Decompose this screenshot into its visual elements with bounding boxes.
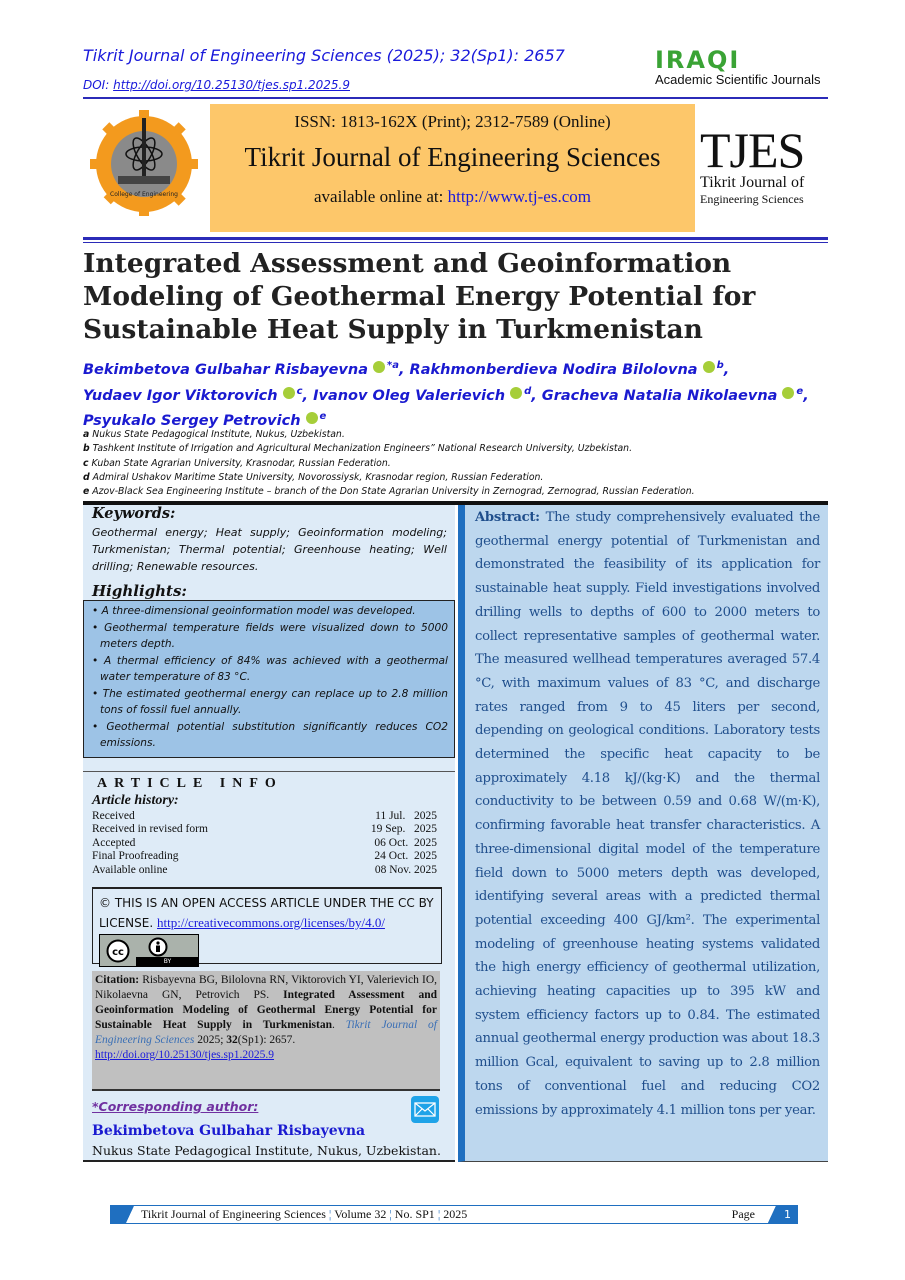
author-list	[83, 355, 833, 432]
article-history-heading: Article history:	[92, 793, 179, 808]
author-affiliation-mark: *a	[387, 360, 399, 371]
keywords-heading: Keywords:	[92, 505, 176, 522]
author: Rakhmonberdieva Nodira Bilolovna $^b$,	[409, 360, 730, 378]
highlight-item: • A thermal efficiency of 84% was achieved with a geothermal water temperature of 83 °C.	[92, 653, 448, 686]
history-label: Received in revised form	[92, 823, 208, 836]
banner-journal-name: Tikrit Journal of Engineering Sciences	[244, 142, 661, 172]
affiliation-key: a	[83, 429, 90, 440]
affiliation	[83, 428, 833, 442]
article-info-divider	[83, 771, 455, 772]
doi-line	[83, 78, 350, 92]
history-row	[92, 864, 437, 877]
email-icon[interactable]	[411, 1096, 439, 1123]
footer-number: No. SP1	[394, 1207, 435, 1221]
affiliation	[83, 442, 833, 456]
corresponding-author-institution: Nukus State Pedagogical Institute, Nukus, Uzbekistan.	[92, 1143, 441, 1158]
citation-issue: (Sp1): 2657.	[237, 1034, 296, 1046]
affiliation-text: Tashkent Institute of Irrigation and Agricultural Mechanization Engineers” National Research University, Uzbekistan.	[89, 443, 633, 455]
tjes-logo	[700, 122, 828, 207]
history-row	[92, 810, 437, 823]
orcid-icon[interactable]	[782, 387, 794, 399]
tjes-sub1: Tikrit Journal of	[700, 174, 805, 191]
affiliation	[83, 485, 833, 499]
history-row	[92, 823, 437, 836]
author-affiliation-mark: d	[524, 385, 532, 397]
banner-rule-thin	[83, 242, 828, 243]
affiliation-key: d	[83, 471, 90, 483]
article-history	[92, 810, 437, 877]
author-name: Rakhmonberdieva Nodira Bilolovna	[409, 361, 698, 378]
journal-citation-line: Tikrit Journal of Engineering Sciences (2025); 32(Sp1): 2657	[83, 46, 565, 65]
by-label: BY	[136, 957, 199, 966]
citation-box: Citation: Risbayevna BG, Bilolovna RN, Viktorovich YI, Valerievich IO, Nikolaevna GN, Petrovich PS. Integrated Assessment and Geoinformation Modeling of Geothermal Energy Potential for Sustainable Heat Supply in Turkmenistan. Tikrit Journal of Engineering Sciences 2025; 32(Sp1): 2657. http://doi.org/10.25130/tjes.sp1.2025.9	[92, 971, 440, 1091]
citation-volume: 32	[226, 1034, 238, 1046]
history-date: 24 Oct. 2025	[374, 850, 437, 863]
affiliation-key: c	[83, 457, 89, 469]
issn: ISSN: 1813-162X (Print); 2312-7589 (Online)	[294, 112, 611, 131]
journal-url-link[interactable]: http://www.tj-es.com	[447, 187, 591, 206]
abstract-panel	[458, 505, 828, 1162]
history-label: Available online	[92, 863, 168, 876]
history-label: Accepted	[92, 836, 136, 849]
footer-year: 2025	[443, 1207, 468, 1221]
logo-caption: College of Engineering	[110, 191, 178, 198]
highlight-item: • A three-dimensional geoinformation model was developed.	[92, 603, 448, 620]
iraqi-journals-logo	[655, 48, 820, 87]
affiliation	[83, 471, 833, 485]
history-date: 19 Sep. 2025	[370, 823, 437, 836]
author: Gracheva Natalia Nikolaevna $^e$,	[541, 385, 809, 404]
citation-title: Integrated Assessment and Geoinformation Modeling of Geothermal Energy Potential for Sustainable Heat Supply in Turkmenistan	[95, 989, 438, 1031]
license-link[interactable]: http://creativecommons.org/licenses/by/4.0/	[157, 915, 385, 930]
author-name: Ivanov Oleg Valerievich	[313, 387, 506, 404]
left-panel-bottom-rule	[83, 1160, 455, 1162]
cc-badge-text: cc	[112, 946, 124, 958]
author-affiliation-mark: c	[296, 385, 303, 397]
affiliation-text: Kuban State Agrarian University, Krasnodar, Russian Federation.	[88, 457, 391, 469]
author-affiliation-mark: e	[319, 411, 327, 423]
attribution-icon	[148, 937, 168, 957]
author-name: Gracheva Natalia Nikolaevna	[541, 387, 778, 404]
license-box	[92, 887, 442, 964]
orcid-icon[interactable]	[373, 361, 385, 373]
tjes-logo-text: TJES	[700, 122, 805, 178]
orcid-icon[interactable]	[283, 387, 295, 399]
abstract-label: Abstract:	[475, 510, 540, 525]
cc-by-badge[interactable]	[99, 934, 199, 967]
footer-page-number: 1	[763, 1206, 797, 1223]
corresponding-author-name: Bekimbetova Gulbahar Risbayevna	[92, 1123, 366, 1139]
orcid-icon[interactable]	[306, 412, 318, 424]
history-label: Received	[92, 810, 135, 822]
university-logo	[88, 106, 200, 218]
footer-accent	[111, 1206, 141, 1223]
highlights-box	[83, 600, 455, 758]
abstract-text: The study comprehensively evaluated the geothermal energy potential of Turkmenistan and demonstrated the feasibility of its application for sustainable heat supply. Field investigations involved drilling wells to depths of 600 to 2000 meters to collect representative samples of geothermal water. The measured wellhead temperatures averaged 57.4 °C, with maximum values of 83 °C, and discharge rates ranged from 9 to 45 liters per second, depending on geological conditions. Laboratory tests determined the specific heat capacity to be approximately 4.18 kJ/(kg·K) and the thermal conductivity to be between 0.59 and 0.68 W/(m·K), confirming favorable heat transfer characteristics. A three-dimensional digital model of the temperature field down to 5000 meters depth was developed, identifying several areas with a predicted thermal potential exceeding 400 GJ/km². The experimental modeling of greenhouse heating systems validated the high energy efficiency of geothermal utilization, achieving heating capacities up to 395 kW and system efficiency factors up to 0.84. The estimated annual geothermal energy production was about 18.3 million Gcal, equivalent to saving up to 2.8 million tons of conventional fuel and reducing CO2 emissions by approximately 4.1 million tons per year.	[475, 510, 820, 1118]
affiliation-list	[83, 428, 833, 499]
doi-label: DOI:	[83, 78, 114, 92]
journal-banner	[210, 104, 695, 232]
author-affiliation-mark: e	[796, 385, 804, 397]
history-label: Final Proofreading	[92, 850, 179, 863]
affiliation-text: Admiral Ushakov Maritime State University, Novorossiysk, Krasnodar region, Russian Federation.	[89, 471, 544, 483]
history-row	[92, 837, 437, 850]
author-affiliation-mark: b	[716, 360, 724, 371]
affiliation-text: Nukus State Pedagogical Institute, Nukus, Uzbekistan.	[89, 429, 345, 440]
tjes-sub2: Engineering Sciences	[700, 192, 804, 206]
cc-icon	[106, 939, 130, 963]
corresponding-author-label: *Corresponding author:	[92, 1099, 259, 1114]
highlight-item: • Geothermal temperature fields were visualized down to 5000 meters depth.	[92, 620, 448, 653]
page-footer: Tikrit Journal of Engineering Sciences ¦ Volume 32 ¦ No. SP1 ¦ 2025 Page 1	[110, 1205, 798, 1224]
citation-journal: Tikrit Journal of Engineering Sciences	[95, 1019, 437, 1046]
article-info-heading: ARTICLE INFO	[97, 776, 283, 791]
affiliation-text: Azov-Black Sea Engineering Institute – branch of the Don State Agrarian University in Zernograd, Zernograd, Russian Federation.	[89, 486, 695, 498]
affiliation-key: b	[83, 443, 90, 455]
availability	[210, 187, 695, 207]
citation-doi-link[interactable]: http://doi.org/10.25130/tjes.sp1.2025.9	[95, 1049, 275, 1061]
author-name: Bekimbetova Gulbahar Risbayevna	[83, 361, 368, 378]
citation-year: 2025;	[194, 1034, 227, 1046]
author: Bekimbetova Gulbahar Risbayevna $^{*a}$,	[83, 360, 410, 378]
orcid-icon[interactable]	[703, 361, 715, 373]
banner-rule	[83, 237, 828, 240]
iraqi-logo-text: IRAQI	[655, 46, 741, 74]
author-name: Yudaev Igor Viktorovich	[83, 387, 278, 404]
article-title: Integrated Assessment and Geoinformation Modeling of Geothermal Energy Potential for Sustainable Heat Supply in Turkmenistan	[83, 248, 756, 345]
history-row	[92, 850, 437, 863]
history-date: 08 Nov. 2025	[374, 863, 437, 876]
citation-authors: Risbayevna BG, Bilolovna RN, Viktorovich YI, Valerievich IO, Nikolaevna GN, Petrovich PS.	[95, 974, 437, 1001]
affiliation	[83, 457, 833, 471]
license-text: © THIS IS AN OPEN ACCESS ARTICLE UNDER THE CC BY LICENSE.	[99, 896, 434, 930]
author: Yudaev Igor Viktorovich $^c$,	[83, 385, 314, 404]
header-rule	[83, 97, 828, 99]
highlight-item: • The estimated geothermal energy can replace up to 2.8 million tons of fossil fuel annually.	[92, 686, 448, 719]
available-label: available online at:	[314, 187, 448, 206]
footer-page-label: Page	[731, 1207, 755, 1221]
author: Ivanov Oleg Valerievich $^d$,	[313, 385, 542, 404]
history-date: 11 Jul. 2025	[375, 810, 437, 822]
citation-label: Citation:	[95, 974, 140, 986]
doi-link[interactable]: http://doi.org/10.25130/tjes.sp1.2025.9	[113, 78, 350, 92]
orcid-icon[interactable]	[510, 387, 522, 399]
footer-journal: Tikrit Journal of Engineering Sciences	[141, 1207, 326, 1221]
keywords-text: Geothermal energy; Heat supply; Geoinformation modeling; Turkmenistan; Thermal potential; Greenhouse heating; Well drilling; Renewable resources.	[92, 526, 447, 573]
history-date: 06 Oct. 2025	[374, 836, 437, 849]
highlights-heading: Highlights:	[92, 582, 187, 600]
footer-volume: Volume 32	[334, 1207, 387, 1221]
iraqi-logo-subtitle: Academic Scientific Journals	[655, 72, 821, 87]
highlight-item: • Geothermal potential substitution significantly reduces CO2 emissions.	[92, 719, 448, 752]
affiliation-key: e	[83, 486, 90, 498]
author-name: Psyukalo Sergey Petrovich	[83, 413, 301, 430]
